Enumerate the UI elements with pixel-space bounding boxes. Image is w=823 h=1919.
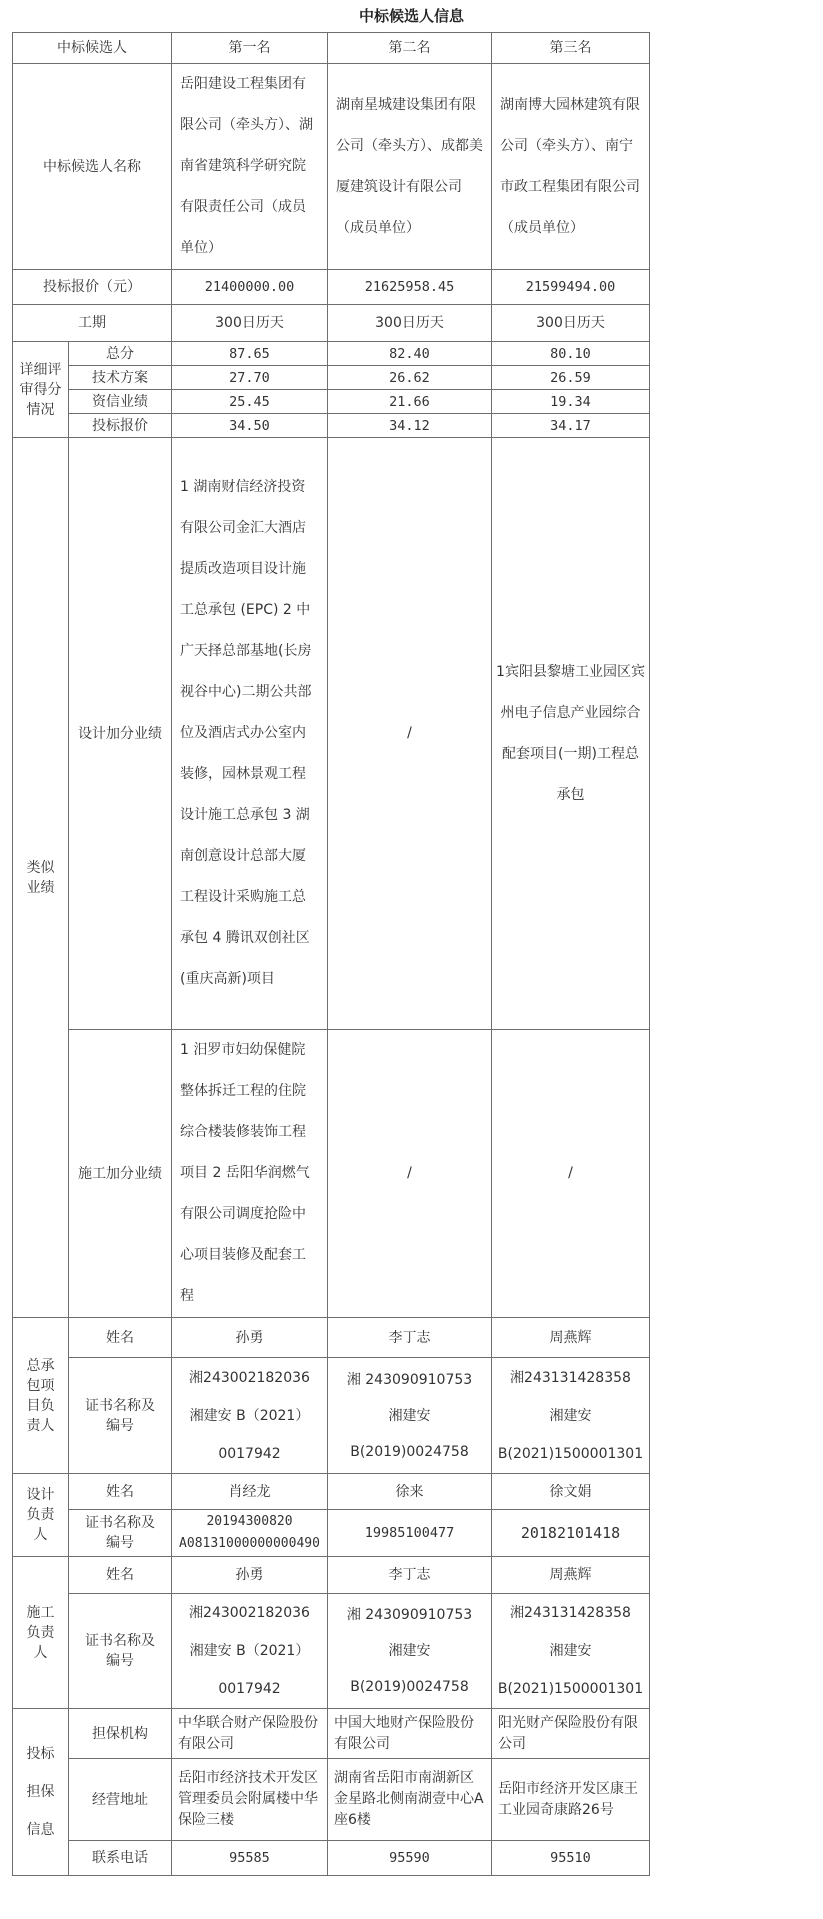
candidate-name-3: 湖南博大园林建筑有限公司（牵头方）、南宁市政工程集团有限公司（成员单位）: [492, 64, 650, 270]
gm-cert-2: [328, 1358, 492, 1474]
score-value: 80.10: [492, 342, 650, 366]
design-performance-label: 设计加分业绩: [69, 438, 172, 1030]
score-row: [13, 414, 813, 438]
cert-line: A08131000000000490: [179, 1536, 320, 1551]
cert-line: 湘建安B(2019)0024758: [350, 1407, 469, 1460]
construction-manager-name-1: 孙勇: [172, 1557, 328, 1594]
design-manager-group-label: 设计负责人: [13, 1474, 69, 1557]
performance-group-label: 类似业绩: [13, 438, 69, 1318]
construction-manager-cert-1: [172, 1594, 328, 1709]
guarantee-row: [13, 1841, 813, 1876]
guarantee-row: [13, 1709, 813, 1759]
construction-performance-2: /: [328, 1030, 492, 1318]
design-manager-cert-3: [492, 1510, 650, 1557]
cert-line: 湘243002182036: [189, 1369, 310, 1386]
design-performance-1: 1 湖南财信经济投资有限公司金汇大酒店提质改造项目设计施工总承包 (EPC) 2 中广天择总部基地(长房视谷中心)二期公共部位及酒店式办公室内装修，园林景观工程设计施工总承包 3 湖南创意设计总部大厦工程设计采购施工总承包 4 腾讯双创社区(重庆高新)项目: [172, 438, 328, 1030]
guarantee-label: 联系电话: [69, 1841, 172, 1876]
cert-line: B(2021)1500001301: [497, 1681, 644, 1697]
guarantee-value: 95590: [328, 1841, 492, 1876]
design-manager-name-3: 徐文娟: [492, 1474, 650, 1510]
construction-performance-label: 施工加分业绩: [69, 1030, 172, 1318]
score-label: 总分: [69, 342, 172, 366]
gm-name-1: 孙勇: [172, 1318, 328, 1358]
gm-name-row: [13, 1318, 813, 1358]
score-value: 87.65: [172, 342, 328, 366]
score-label: 资信业绩: [69, 390, 172, 414]
header-rank-1: 第一名: [172, 33, 328, 64]
score-value: 34.17: [492, 414, 650, 438]
score-value: 21.66: [328, 390, 492, 414]
cert-line: 0017942: [218, 1445, 281, 1462]
construction-manager-cert-3: [492, 1594, 650, 1709]
guarantee-row: [13, 1759, 813, 1841]
guarantee-value: 阳光财产保险股份有限公司: [492, 1709, 650, 1759]
construction-manager-group-label: 施工负责人: [13, 1557, 69, 1709]
bid-price-row: [13, 270, 813, 305]
construction-manager-name-row: [13, 1557, 813, 1594]
design-manager-cert-1: [172, 1510, 328, 1557]
gm-cert-row: [13, 1358, 813, 1474]
gm-cert-label: 证书名称及编号: [69, 1358, 172, 1474]
candidate-name-label: 中标候选人名称: [13, 64, 172, 270]
design-manager-name-label: 姓名: [69, 1474, 172, 1510]
design-performance-row: [13, 438, 813, 1030]
guarantee-value: 中华联合财产保险股份有限公司: [172, 1709, 328, 1759]
score-row: [13, 366, 813, 390]
guarantee-value: 95510: [492, 1841, 650, 1876]
duration-row: [13, 305, 813, 342]
candidate-table: [12, 32, 813, 1876]
cert-line: 湘 243090910753: [346, 1607, 473, 1623]
gm-cert-3: [492, 1358, 650, 1474]
design-performance-2: /: [328, 438, 492, 1030]
header-rank-3: 第三名: [492, 33, 650, 64]
construction-performance-3: /: [492, 1030, 650, 1318]
cert-line: 湘建安 B（2021）: [189, 1643, 310, 1659]
cert-line: 湘243131428358: [510, 1369, 631, 1386]
cert-line: 0017942: [218, 1681, 281, 1697]
design-manager-cert-row: [13, 1510, 813, 1557]
guarantee-value: 95585: [172, 1841, 328, 1876]
construction-performance-row: [13, 1030, 813, 1318]
construction-manager-name-label: 姓名: [69, 1557, 172, 1594]
bid-price-1: 21400000.00: [172, 270, 328, 305]
cert-line: 湘建安 B（2021）: [189, 1407, 310, 1424]
score-value: 25.45: [172, 390, 328, 414]
candidate-name-2: 湖南星城建设集团有限公司（牵头方）、成都美厦建筑设计有限公司（成员单位）: [328, 64, 492, 270]
score-value: 27.70: [172, 366, 328, 390]
score-row: [13, 342, 813, 366]
construction-manager-cert-label: 证书名称及编号: [69, 1594, 172, 1709]
score-value: 26.59: [492, 366, 650, 390]
cert-line: B(2021)1500001301: [497, 1445, 644, 1462]
guarantee-value: 中国大地财产保险股份有限公司: [328, 1709, 492, 1759]
cert-line: 20194300820: [206, 1514, 293, 1529]
gm-cert-1: [172, 1358, 328, 1474]
cert-line: 湘243131428358: [510, 1605, 631, 1621]
design-performance-3: 1宾阳县黎塘工业园区宾州电子信息产业园综合配套项目(一期)工程总承包: [492, 438, 650, 1030]
design-manager-name-2: 徐来: [328, 1474, 492, 1510]
cert-line: 湘 243090910753: [346, 1371, 473, 1388]
duration-label: 工期: [13, 305, 172, 342]
score-value: 19.34: [492, 390, 650, 414]
cert-line: 湘243002182036: [189, 1605, 310, 1621]
gm-name-2: 李丁志: [328, 1318, 492, 1358]
duration-2: 300日历天: [328, 305, 492, 342]
gm-name-3: 周燕辉: [492, 1318, 650, 1358]
candidate-name-1: 岳阳建设工程集团有限公司（牵头方）、湖南省建筑科学研究院有限责任公司（成员单位）: [172, 64, 328, 270]
duration-1: 300日历天: [172, 305, 328, 342]
construction-performance-1: 1 汨罗市妇幼保健院整体拆迁工程的住院综合楼装修装饰工程项目 2 岳阳华润燃气有限公司调度抢险中心项目装修及配套工程: [172, 1030, 328, 1318]
score-label: 投标报价: [69, 414, 172, 438]
scores-group-label: 详细评审得分情况: [13, 342, 69, 438]
guarantee-value: 岳阳市经济开发区康王工业园奇康路26号: [492, 1759, 650, 1841]
bid-price-label: 投标报价（元）: [13, 270, 172, 305]
candidate-name-row: [13, 64, 813, 270]
construction-manager-cert-2: [328, 1594, 492, 1709]
cert-line: 湘建安B(2019)0024758: [350, 1643, 469, 1695]
guarantee-value: 岳阳市经济技术开发区管理委员会附属楼中华保险三楼: [172, 1759, 328, 1841]
cert-line: 19985100477: [364, 1525, 455, 1541]
score-row: [13, 390, 813, 414]
guarantee-value: 湖南省岳阳市南湖新区金星路北侧南湖壹中心A座6楼: [328, 1759, 492, 1841]
construction-manager-cert-row: [13, 1594, 813, 1709]
page-title: 中标候选人信息: [358, 7, 464, 25]
score-value: 26.62: [328, 366, 492, 390]
design-manager-name-row: [13, 1474, 813, 1510]
header-label: 中标候选人: [13, 33, 172, 64]
score-value: 34.50: [172, 414, 328, 438]
gm-name-label: 姓名: [69, 1318, 172, 1358]
construction-manager-name-2: 李丁志: [328, 1557, 492, 1594]
design-manager-name-1: 肖经龙: [172, 1474, 328, 1510]
cert-line: 20182101418: [520, 1524, 621, 1542]
guarantee-label: 担保机构: [69, 1709, 172, 1759]
design-manager-cert-2: [328, 1510, 492, 1557]
header-rank-2: 第二名: [328, 33, 492, 64]
cert-line: 湘建安: [549, 1643, 592, 1659]
construction-manager-name-3: 周燕辉: [492, 1557, 650, 1594]
duration-3: 300日历天: [492, 305, 650, 342]
guarantee-group-label: 投标担保信息: [13, 1709, 69, 1876]
design-manager-cert-label: 证书名称及编号: [69, 1510, 172, 1557]
score-value: 34.12: [328, 414, 492, 438]
bid-price-2: 21625958.45: [328, 270, 492, 305]
gm-group-label: 总承包项目负责人: [13, 1318, 69, 1474]
score-value: 82.40: [328, 342, 492, 366]
cert-line: 湘建安: [549, 1407, 592, 1424]
table-header-row: [13, 33, 813, 64]
bid-price-3: 21599494.00: [492, 270, 650, 305]
guarantee-label: 经营地址: [69, 1759, 172, 1841]
score-label: 技术方案: [69, 366, 172, 390]
